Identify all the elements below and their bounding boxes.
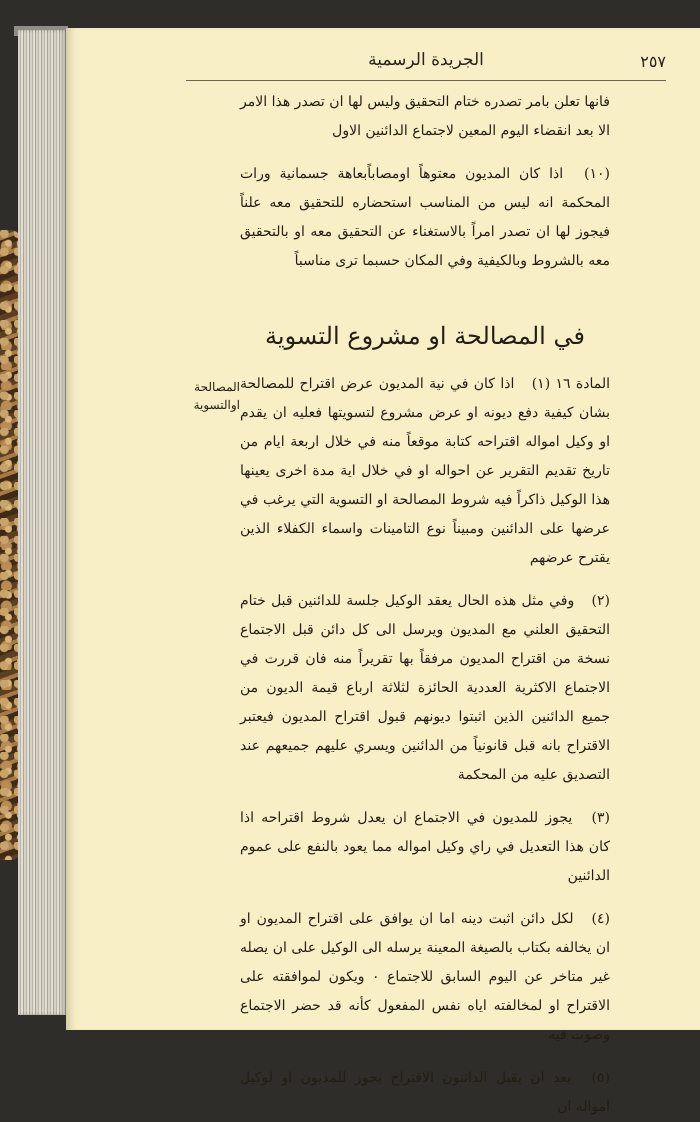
paragraph-number: (٢) [591,593,611,609]
page-stack-edges [18,30,66,1015]
article-16-paragraph-2 [240,587,610,790]
paragraph-text: فانها تعلن بامر تصدره ختام التحقيق وليس لها ان تصدر هذا الامر الا بعد انقضاء اليوم المعين لاجتماع الدائنين الاول [240,94,610,139]
paragraph-text: اذا كان في نية المديون عرض اقتراح للمصالحة بشان كيفية دفع ديونه او عرض مشروع لتسويتها فعليه ان يقدم او وكيل امواله اقتراحه كتابة موقعاً منه في خلال اربعة ايام من تاريخ تقديم التقرير عن احواله او في خلال اية مدة اخرى يعينها هذا الوكيل ذاكراً فيه شروط المصالحة او التسوية التي يرغب في عرضها على الدائنين ومبيناً نوع التامينات واسماء الكفلاء الذين يقترح عرضهم [240,376,610,566]
header-title: الجريدة الرسمية [368,50,484,70]
paragraph-text: يجوز للمديون في الاجتماع ان يعدل شروط اقتراحه اذا كان هذا التعديل في راي وكيل امواله مما يعود بالنفع على عموم الدائنين [240,810,610,884]
paragraph-10 [240,160,610,276]
paragraph-number: (١) [531,376,551,392]
top-text-block [240,88,610,276]
section-text-block [240,370,610,1122]
paragraph-number: (١٠) [584,166,610,182]
paragraph-number: (٤) [591,911,610,927]
paragraph-text: وفي مثل هذه الحال يعقد الوكيل جلسة للدائنين قبل ختام التحقيق العلني مع المديون ويرسل الى كل دائن قبل الاجتماع نسخة من اقتراح المديون مرفقاً بها تقريراً منه فان قررت في الاجتماع الاكثرية العددية الحائزة لثلاثة ارباع قيمة الديون من جميع الدائنين الذين اثبتوا ديونهم قبول اقتراح المديون فيعتبر الاقتراح بانه قبل قانونياً من الدائنين ويسري عليهم جميعهم عند التصديق عليه من المحكمة [240,593,610,783]
article-16-paragraph-3 [240,804,610,891]
running-header [186,50,666,80]
document-page [66,28,700,1115]
paragraph-number: (٥) [591,1070,610,1086]
paragraph-number: (٣) [591,810,610,826]
margin-note: المصالحة اوالتسوية [193,380,240,412]
section-heading: في المصالحة او مشروع التسوية [265,322,585,350]
paragraph-continuation [240,88,610,146]
paragraph-text: بعد ان يقبل الدائنون الاقتراح يجوز للمديون او لوكيل امواله ان [240,1070,610,1115]
header-rule [186,80,666,81]
paragraph-text: لكل دائن اثبت دينه اما ان يوافق على اقتراح المديون او ان يخالفه بكتاب بالصيغة المعينة يرسله الى الوكيل على ان يصله غير متاخر عن اليوم السابق للاجتماع ٠ ويكون لموافقته على الاقتراح او لمخالفته اياه نفس المفعول كأنه قد حضر الاجتماع وصوت فيه [240,911,610,1043]
paragraph-text: اذا كان المديون معتوهاً اومصاباًبعاهة جسمانية ورات المحكمة انه ليس من المناسب استحضاره للتحقيق معه علناً فيجوز لها ان تصدر امراً بالاستغناء عن التحقيق معه او بالتحقيق معه بالشروط وبالكيفية وفي المكان حسبما ترى مناسباً [240,166,610,269]
article-16-paragraph-1 [240,370,610,573]
page-number: ٢٥٧ [640,52,666,71]
article-16-paragraph-5 [240,1064,610,1122]
article-label: المادة ١٦ [555,376,611,392]
article-16-paragraph-4 [240,905,610,1050]
